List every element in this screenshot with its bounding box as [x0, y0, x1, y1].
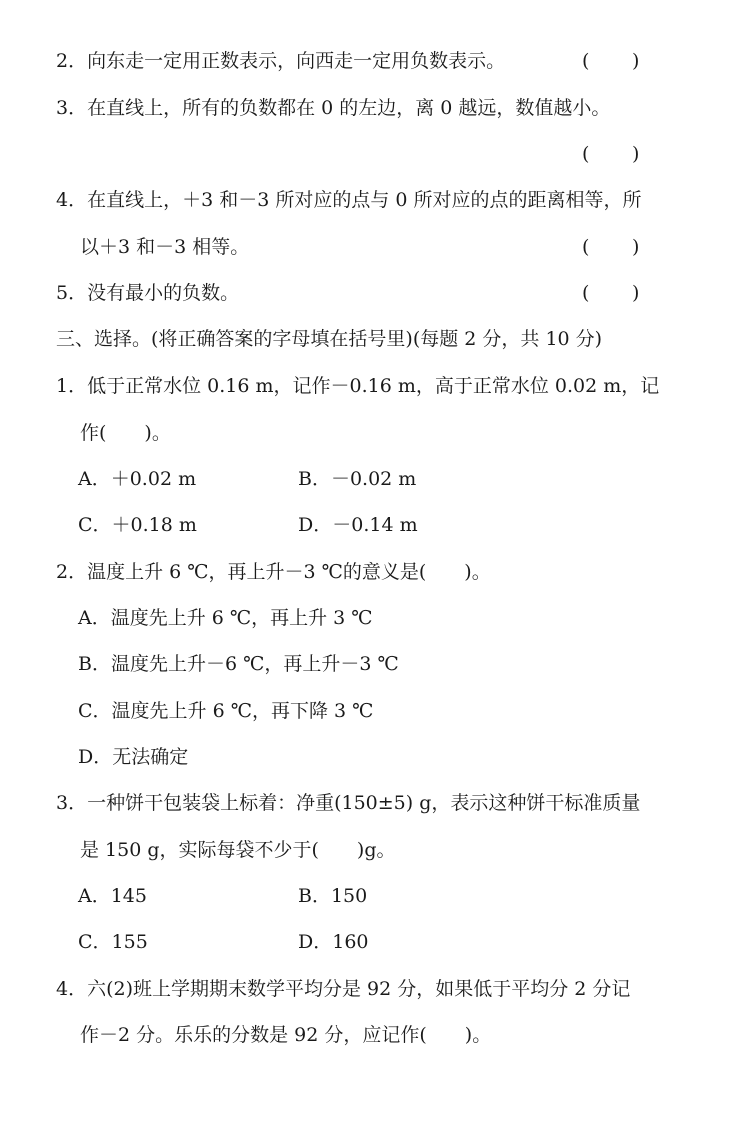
tf-q2-text: 2．向东走一定用正数表示，向西走一定用负数表示。	[56, 50, 506, 72]
tf-q4-text-line1: 4．在直线上，＋3 和－3 所对应的点与 0 所对应的点的距离相等，所	[56, 189, 642, 211]
mc-q3-option-d[interactable]: D．160	[298, 931, 369, 953]
paren-right: )	[632, 282, 640, 304]
mc-q1-text-line2: 作( )。	[80, 422, 171, 444]
mc-q1-option-b[interactable]: B．－0.02 m	[298, 468, 417, 490]
mc-q4-text-line2: 作－2 分。乐乐的分数是 92 分，应记作( )。	[80, 1024, 492, 1046]
mc-q2-text: 2．温度上升 6 ℃，再上升－3 ℃的意义是( )。	[56, 561, 491, 583]
mc-q3-option-c[interactable]: C．155	[78, 931, 148, 953]
mc-q1-text-line1: 1．低于正常水位 0.16 m，记作－0.16 m，高于正常水位 0.02 m，记	[56, 375, 660, 397]
mc-q1-option-d[interactable]: D．－0.14 m	[298, 514, 418, 536]
mc-q1-option-a[interactable]: A．＋0.02 m	[78, 468, 197, 490]
paren-right: )	[632, 50, 640, 72]
mc-q3-text-line1: 3．一种饼干包装袋上标着：净重(150±5) g，表示这种饼干标准质量	[56, 792, 641, 814]
mc-q2-option-d[interactable]: D．无法确定	[78, 746, 189, 768]
tf-q5-text: 5．没有最小的负数。	[56, 282, 240, 304]
mc-q3-text-line2: 是 150 g，实际每袋不少于( )g。	[80, 839, 396, 861]
paren-right: )	[632, 143, 640, 165]
tf-q3-text: 3．在直线上，所有的负数都在 0 的左边，离 0 越远，数值越小。	[56, 97, 611, 119]
paren-left: (	[582, 50, 590, 72]
paren-left: (	[582, 143, 590, 165]
mc-q2-option-a[interactable]: A．温度先上升 6 ℃，再上升 3 ℃	[78, 607, 373, 629]
section-heading: 三、选择。(将正确答案的字母填在括号里)(每题 2 分，共 10 分)	[56, 328, 603, 350]
mc-q2-option-b[interactable]: B．温度先上升－6 ℃，再上升－3 ℃	[78, 653, 399, 675]
paren-right: )	[632, 236, 640, 258]
mc-q3-option-b[interactable]: B．150	[298, 885, 368, 907]
paren-left: (	[582, 282, 590, 304]
mc-q3-option-a[interactable]: A．145	[78, 885, 147, 907]
mc-q2-option-c[interactable]: C．温度先上升 6 ℃，再下降 3 ℃	[78, 700, 374, 722]
paren-left: (	[582, 236, 590, 258]
tf-q4-text-line2: 以＋3 和－3 相等。	[80, 236, 250, 258]
mc-q1-option-c[interactable]: C．＋0.18 m	[78, 514, 197, 536]
mc-q4-text-line1: 4．六(2)班上学期期末数学平均分是 92 分，如果低于平均分 2 分记	[56, 978, 631, 1000]
